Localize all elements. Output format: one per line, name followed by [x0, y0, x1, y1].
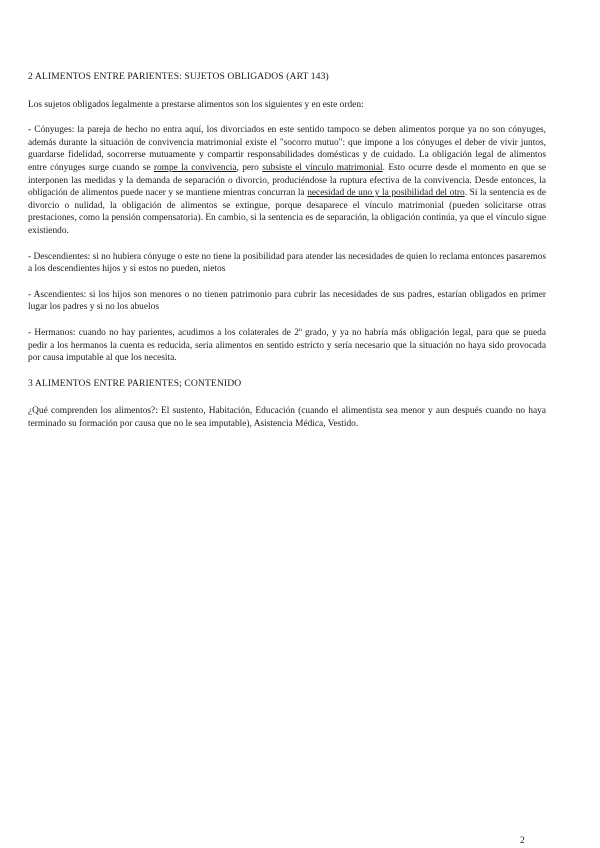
descendientes-paragraph: - Descendientes: si no hubiera cónyuge o este no tiene la posibilidad para atender las necesidades de quien lo reclama entonces pasaremos a los descendientes hijos y si estos no pueden, nietos	[28, 251, 546, 275]
contenido-paragraph: ¿Qué comprenden los alimentos?: El sustento, Habitación, Educación (cuando el alimentista sea menor y aun después cuando no haya terminado su formación por causa que no le sea imputable), Asistencia Médica, Vestido.	[28, 406, 546, 429]
conyuges-text-1: - Cónyuges: la pareja de hecho no entra aquí, los divorciados en este sentido tampoco se deben alimentos porque ya no son cónyuges, además durante la situación de convivencia matrimonial existe el "socorro mutuo": que impone a los cónyuges el deber de vivir juntos, guardarse fidelidad, socorrerse mutuamente y compartir responsabilidades domésticas y de cuidado. La obligación legal de alimentos entre cónyuges surge cuando se	[28, 125, 546, 173]
intro-paragraph: Los sujetos obligados legalmente a prestarse alimentos son los siguientes y en este orden:	[28, 99, 364, 110]
ascendientes-paragraph: - Ascendientes: si los hijos son menores o no tienen patrimonio para cubrir las necesidades de sus padres, estarían obligados en primer lugar los padres y si no los abuelos	[28, 289, 546, 313]
underlined-necesidad-posibilidad: necesidad de uno y la posibilidad del otro	[307, 188, 465, 199]
conyuges-text-2: , pero	[236, 162, 263, 173]
section-heading-contenido: 3 ALIMENTOS ENTRE PARIENTES; CONTENIDO	[28, 377, 242, 389]
conyuges-text-3: . Esto ocurre desde el momento en que se interponen las medidas y la demanda de separación o divorcio, produciéndose la ruptura efectiva de la convivencia. Desde entonces, la obligación de alimentos puede nacer y se mantiene mientras concurran la	[28, 162, 546, 199]
hermanos-paragraph: - Hermanos: cuando no hay parientes, acudimos a los colaterales de 2º grado, y ya no habría más obligación legal, para que se pueda pedir a los hermanos la cuenta es reducida, sería alimentos en sentido estricto y sería necesario que la situación no haya sido provocada por causa imputable al que los necesita.	[28, 327, 546, 364]
conyuges-paragraph	[28, 124, 546, 237]
underlined-rompe-convivencia: rompe la convivencia	[153, 162, 237, 173]
underlined-subsiste-vinculo: subsiste el vínculo matrimonial	[262, 162, 383, 173]
section-heading-sujetos-obligados: 2 ALIMENTOS ENTRE PARIENTES: SUJETOS OBLIGADOS (ART 143)	[28, 71, 329, 82]
page-number: 2	[520, 835, 525, 846]
page-content	[28, 71, 546, 443]
conyuges-text-4: . Si la sentencia es de divorcio o nulidad, la obligación de alimentos se extingue, porque desaparece el vínculo matrimonial (pueden solicitarse otras prestaciones, como la pensión compensatoria). En cambio, si la sentencia es de separación, la obligación continúa, ya que el vínculo sigue existiendo.	[28, 188, 547, 236]
